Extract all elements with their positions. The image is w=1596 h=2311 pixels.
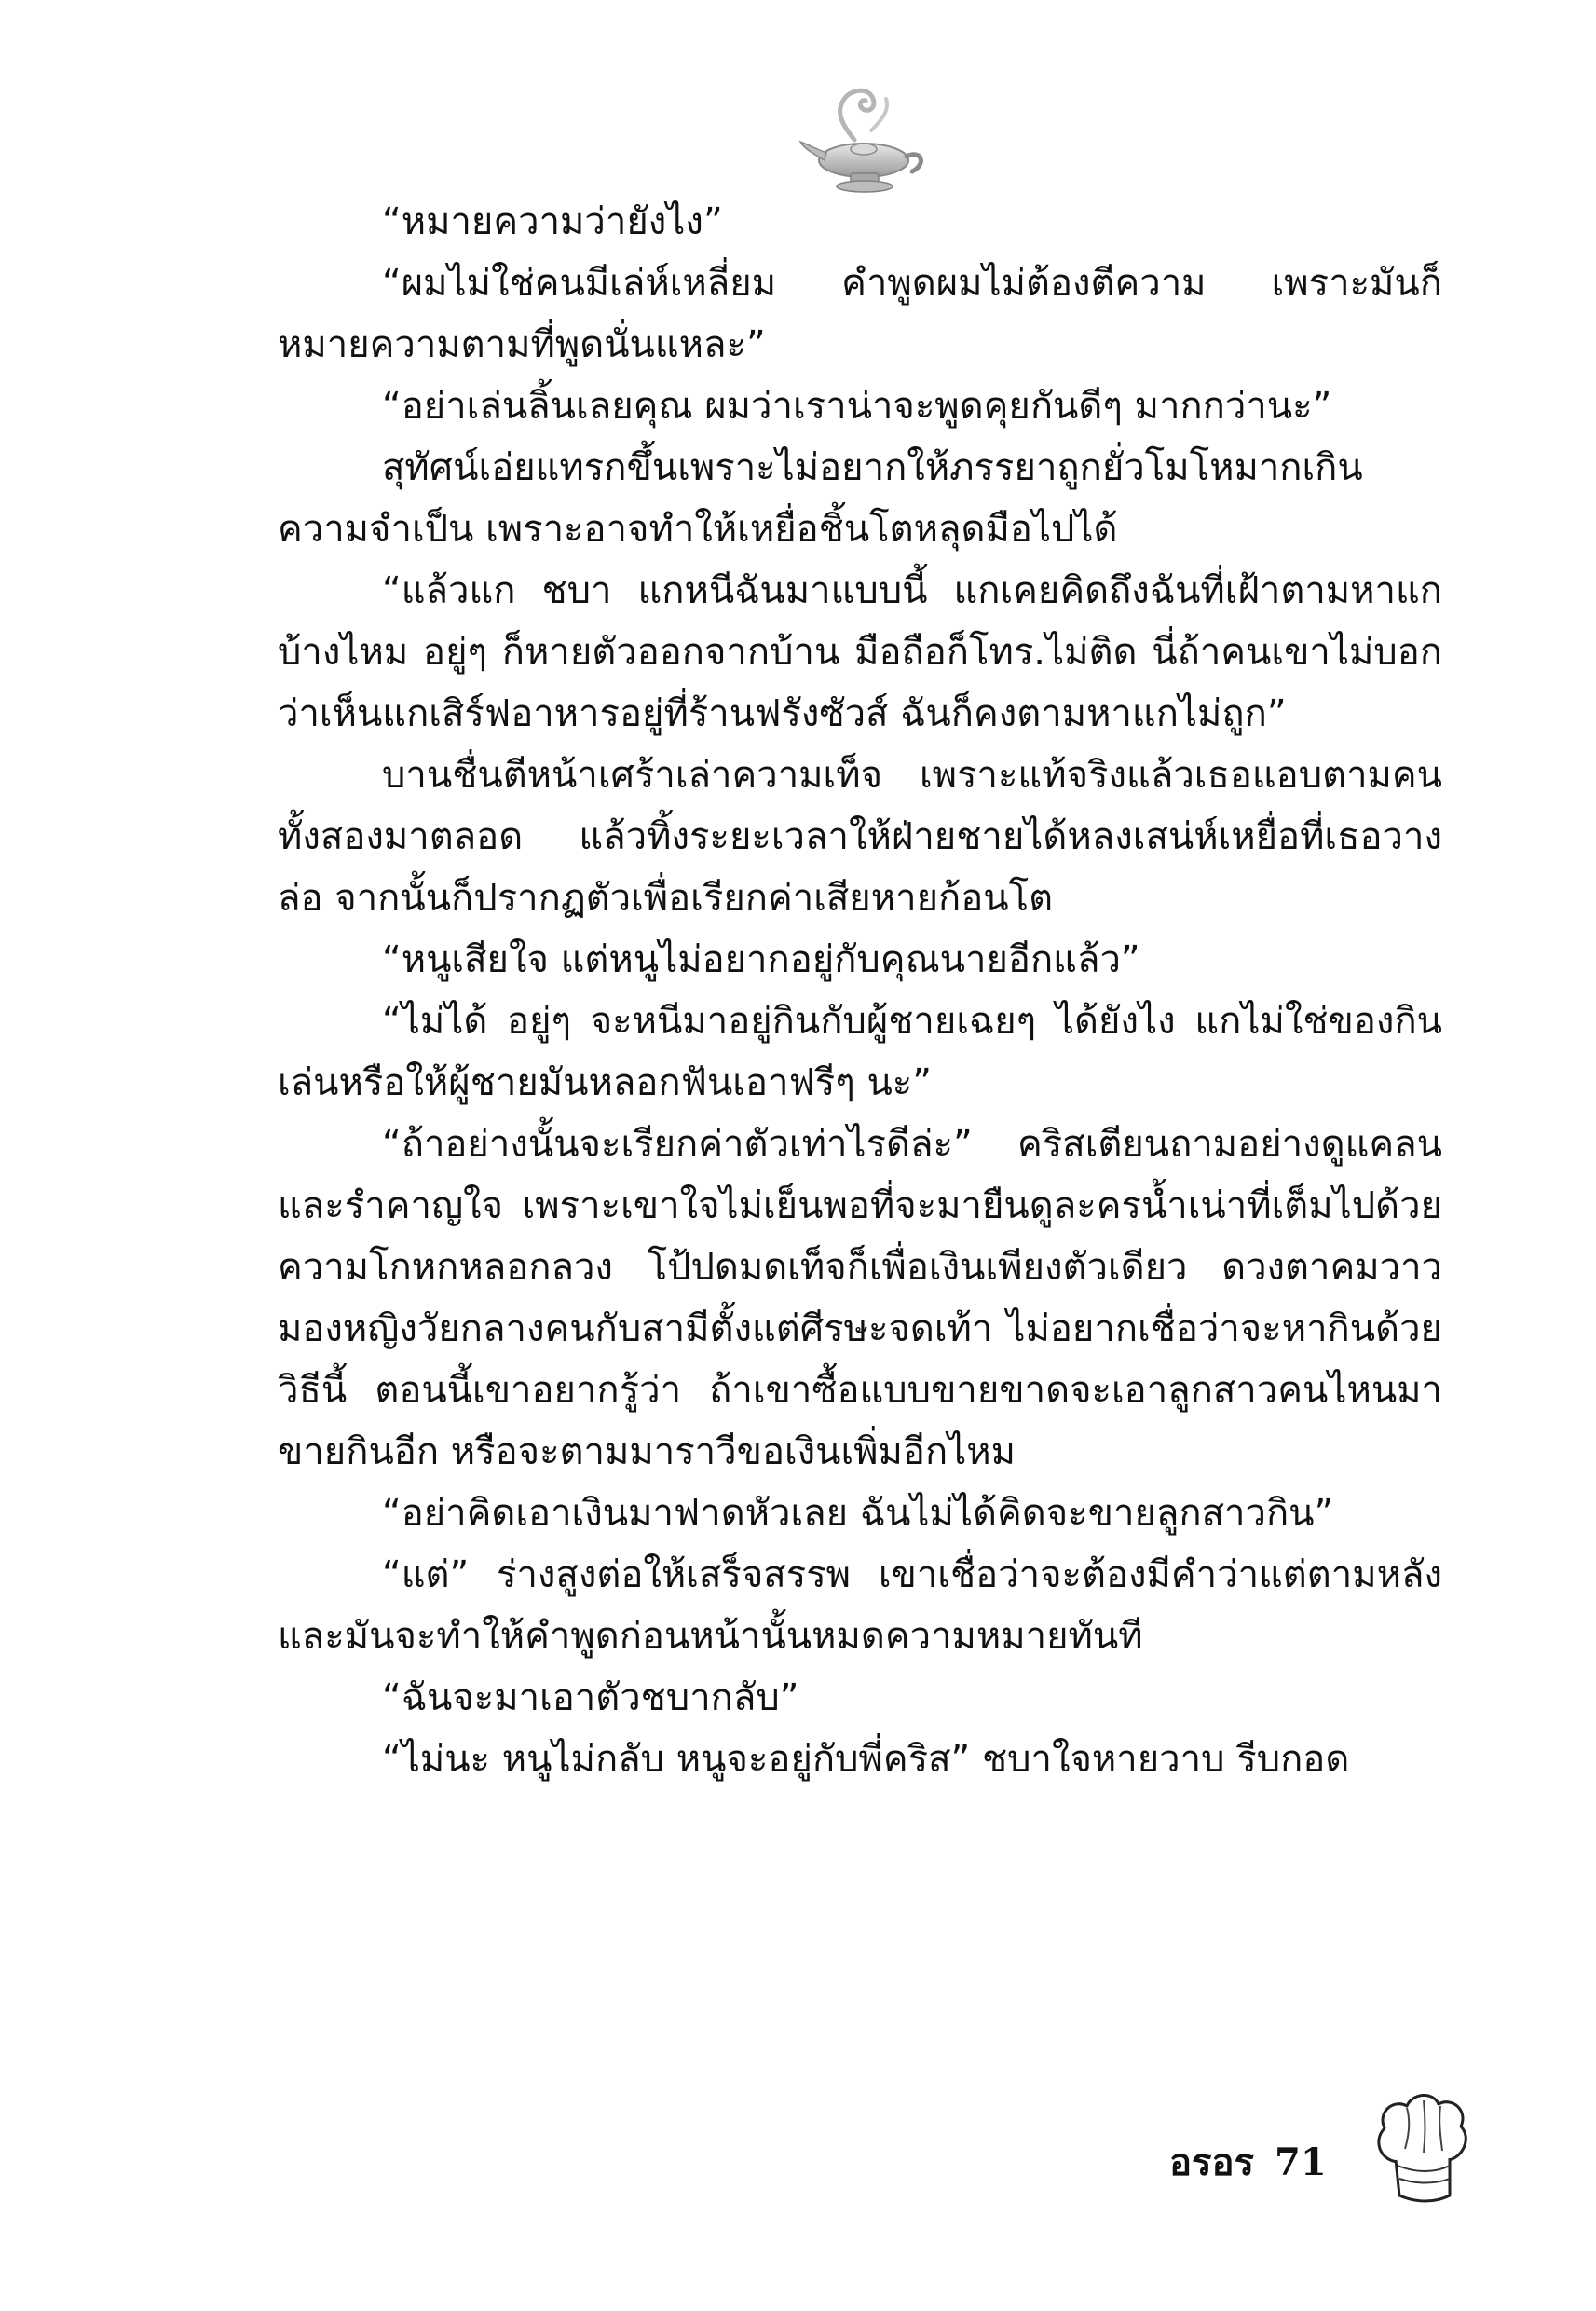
paragraph: “แล้วแก ชบา แกหนีฉันมาแบบนี้ แกเคยคิดถึงฉันที่เฝ้าตามหาแกบ้างไหม อยู่ๆ ก็หายตัวออกจากบ้าน มือถือก็โทร.ไม่ติด นี่ถ้าคนเขาไม่บอกว่าเห็นแกเสิร์ฟอาหารอยู่ที่ร้านฟรังซัวส์ ฉันก็คงตามหาแกไม่ถูก” — [278, 569, 1442, 735]
paragraph: “ไม่นะ หนูไม่กลับ หนูจะอยู่กับพี่คริส” ชบาใจหายวาบ รีบกอด — [382, 1738, 1350, 1781]
body-text — [278, 191, 1442, 1790]
paragraph: “หมายความว่ายังไง” — [382, 200, 723, 243]
paragraph: “ไม่ได้ อยู่ๆ จะหนีมาอยู่กินกับผู้ชายเฉยๆ ได้ยังไง แกไม่ใช่ของกินเล่นหรือให้ผู้ชายมันหลอกฟันเอาฟรีๆ นะ” — [278, 1000, 1442, 1104]
paragraph: “อย่าคิดเอาเงินมาฟาดหัวเลย ฉันไม่ได้คิดจะขายลูกสาวกิน” — [382, 1492, 1334, 1535]
paragraph: สุทัศน์เอ่ยแทรกขึ้นเพราะไม่อยากให้ภรรยาถูกยั่วโมโหมากเกินความจำเป็น เพราะอาจทำให้เหยื่อชิ้นโตหลุดมือไปได้ — [278, 446, 1363, 551]
paragraph: “ถ้าอย่างนั้นจะเรียกค่าตัวเท่าไรดีล่ะ” คริสเตียนถามอย่างดูแคลนและรำคาญใจ เพราะเขาใจไม่เย็นพอที่จะมายืนดูละครน้ำเน่าที่เต็มไปด้วยความโกหกหลอกลวง โป้ปดมดเท็จก็เพื่อเงินเพียงตัวเดียว ดวงตาคมวาวมองหญิงวัยกลางคนกับสามีตั้งแต่ศีรษะจดเท้า ไม่อยากเชื่อว่าจะหากินด้วยวิธีนี้ ตอนนี้เขาอยากรู้ว่า ถ้าเขาซื้อแบบขายขาดจะเอาลูกสาวคนไหนมาขายกินอีก หรือจะตามมาราวีขอเงินเพิ่มอีกไหม — [278, 1123, 1442, 1473]
paragraph: “อย่าเล่นลิ้นเลยคุณ ผมว่าเราน่าจะพูดคุยกันดีๆ มากกว่านะ” — [382, 385, 1332, 428]
page-number: 71 — [1275, 2140, 1327, 2184]
paragraph: “ฉันจะมาเอาตัวชบากลับ” — [382, 1676, 799, 1719]
chef-hat-icon — [1370, 2087, 1472, 2208]
book-title: อรอร — [1169, 2140, 1255, 2184]
paragraph: บานชื่นตีหน้าเศร้าเล่าความเท็จ เพราะแท้จริงแล้วเธอแอบตามคนทั้งสองมาตลอด แล้วทิ้งระยะเวลาให้ฝ่ายชายได้หลงเสน่ห์เหยื่อที่เธอวางล่อ จากนั้นก็ปรากฏตัวเพื่อเรียกค่าเสียหายก้อนโต — [278, 754, 1442, 920]
paragraph: “หนูเสียใจ แต่หนูไม่อยากอยู่กับคุณนายอีกแล้ว” — [382, 938, 1140, 981]
paragraph: “ผมไม่ใช่คนมีเล่ห์เหลี่ยม คำพูดผมไม่ต้องตีความ เพราะมันก็หมายความตามที่พูดนั่นแหละ” — [278, 262, 1442, 366]
magic-lamp-icon — [797, 75, 936, 205]
page-footer — [1169, 2129, 1327, 2195]
paragraph: “แต่” ร่างสูงต่อให้เสร็จสรรพ เขาเชื่อว่าจะต้องมีคำว่าแต่ตามหลังและมันจะทำให้คำพูดก่อนหน้านั้นหมดความหมายทันที — [278, 1553, 1442, 1658]
